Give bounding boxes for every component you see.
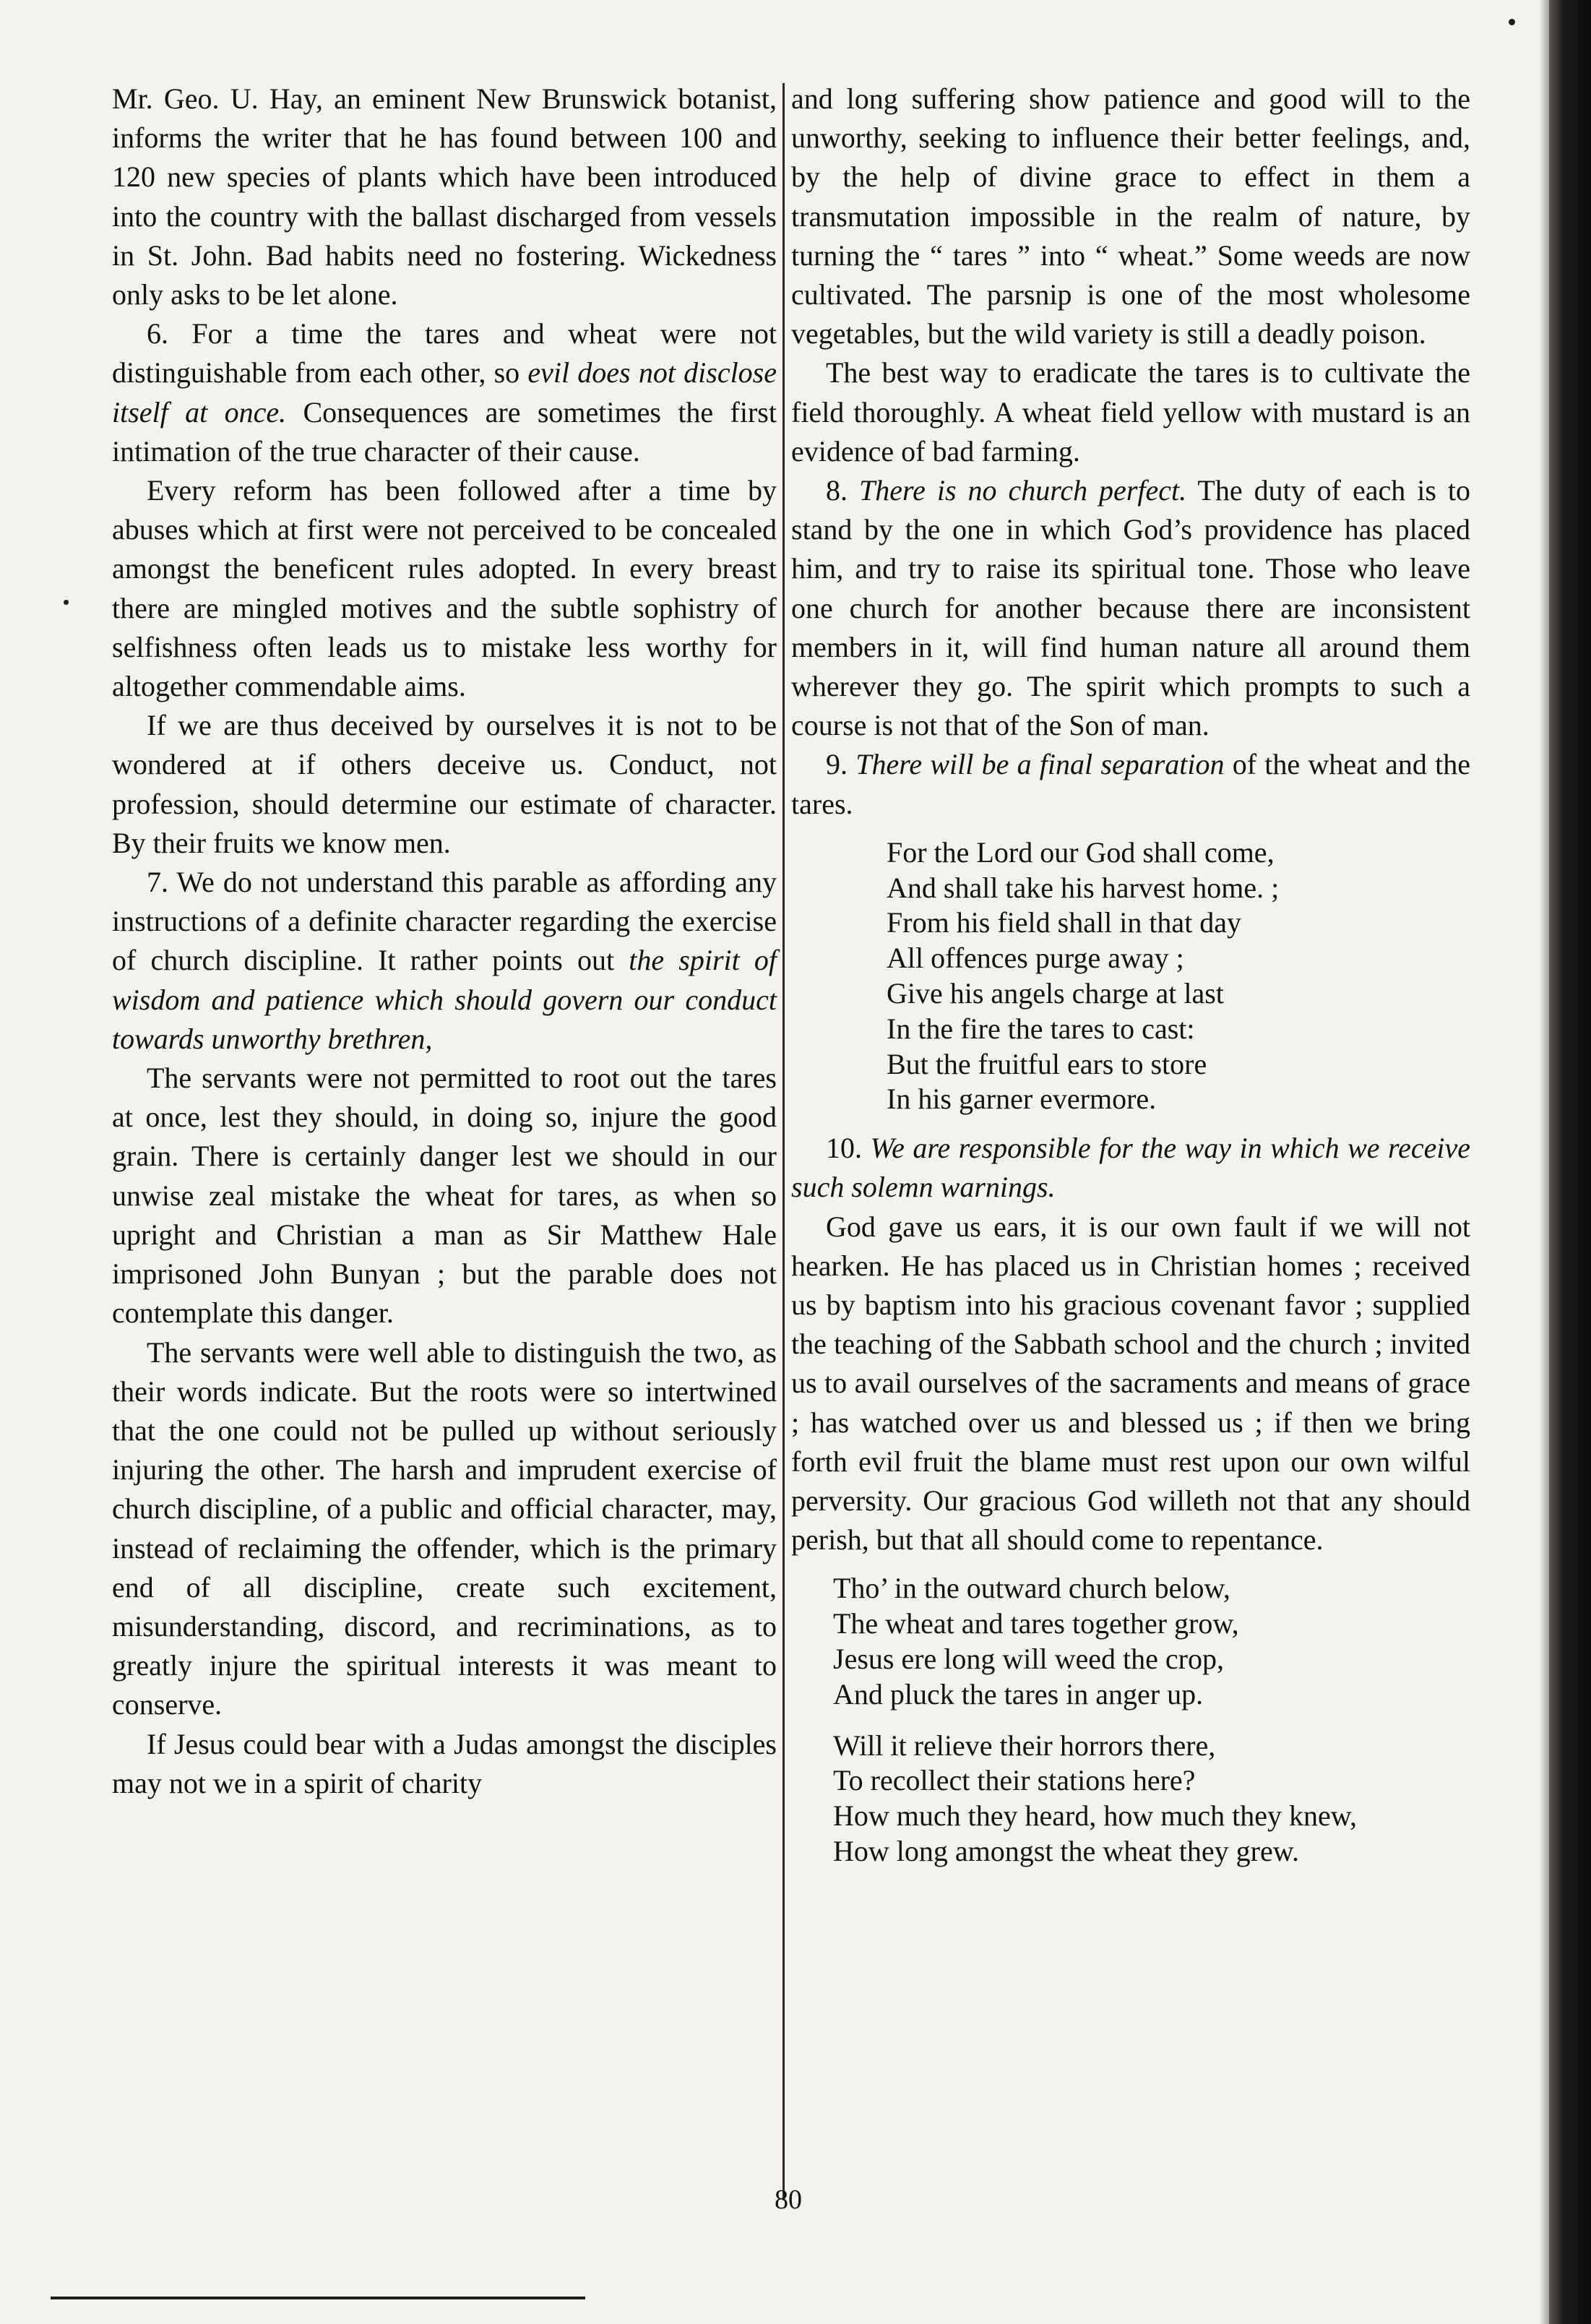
paragraph: The servants were well able to distinguish the two, as their words indicate. But the roots were so intertwined that the one could not be pulled up without seriously injuring the other. The harsh and imprudent exercise of church discipline, of a public and official character, may, instead of reclaiming the offender, which is the primary end of all discipline, create such excitement, misunderstanding, discord, and recriminations, as to greatly injure the spiritual interests it was meant to conserve. — [112, 1335, 777, 1721]
bottom-rule — [51, 2297, 585, 2299]
verse-line: How long amongst the wheat they grew. — [833, 1835, 1300, 1868]
right-column — [791, 79, 1470, 1881]
verse-line: And pluck the tares in anger up. — [833, 1677, 1204, 1710]
verse-line: All offences purge away ; — [887, 942, 1184, 975]
verse-line: Jesus ere long will weed the crop, — [833, 1643, 1224, 1676]
verse-line: The wheat and tares together grow, — [833, 1607, 1239, 1640]
ink-speck — [64, 600, 69, 605]
paragraph: If we are thus deceived by ourselves it is not to be wondered at if others deceive us. Conduct, not profession, should determine our estimate of character. By their fruits we know men. — [112, 709, 777, 859]
verse-line: To recollect their stations here? — [833, 1764, 1196, 1797]
paragraph: Mr. Geo. U. Hay, an eminent New Brunswick botanist, informs the writer that he has found between 100 and 120 new species of plants which have been introduced into the country with the ballast discharged from vessels in St. John. Bad habits need no fostering. Wickedness only asks to be let alone. — [112, 82, 777, 311]
italic-phrase: We are responsible for the way in which we receive such solemn warnings. — [791, 1132, 1470, 1204]
page-number: 80 — [775, 2185, 802, 2215]
hymn-stanza-two — [791, 1729, 1470, 1869]
paragraph: If Jesus could bear with a Judas amongst the disciples may not we in a spirit of charity — [112, 1727, 777, 1799]
paragraph: The best way to eradicate the tares is to cultivate the field thoroughly. A wheat field yellow with mustard is an evidence of bad farming. — [791, 356, 1470, 468]
paragraph — [112, 314, 777, 471]
harvest-hymn — [791, 835, 1470, 1117]
verse-line: Give his angels charge at last — [887, 977, 1224, 1010]
italic-phrase: evil does not disclose itself at once. — [112, 356, 777, 429]
paragraph-rest: of the wheat and the tares. — [791, 748, 1471, 820]
paragraph: Every reform has been followed after a time by abuses which at first were not perceived to be concealed amongst the beneficent rules adopted. In every breast there are mingled motives and the subtle sophistry of selfishness often leads us to mistake less worthy for altogether commendable aims. — [112, 474, 777, 703]
verse-line: For the Lord our God shall come, — [887, 835, 1275, 869]
verse-line: In his garner evermore. — [887, 1083, 1157, 1116]
column-divider — [782, 83, 785, 2200]
hymn-stanza-one — [791, 1571, 1470, 1712]
verse-line: From his field shall in that day — [887, 906, 1242, 939]
italic-phrase: There will be a final separation — [855, 748, 1225, 781]
italic-phrase: the spirit of wisdom and patience which should govern our conduct towards unworthy brethren, — [112, 944, 777, 1055]
paragraph — [791, 745, 1470, 823]
verse-line: Will it relieve their horrors there, — [833, 1729, 1216, 1762]
paragraph-lead: 9. — [826, 748, 856, 781]
ink-speck — [1509, 19, 1515, 25]
italic-phrase: There is no church perfect. — [859, 474, 1187, 507]
paragraph: God gave us ears, it is our own fault if we will not hearken. He has placed us in Christian homes ; received us by baptism into his gracious covenant favor ; supplied the teaching of the Sabbath school and the church ; invited us to avail ourselves of the sacraments and means of grace ; has watched over us and blessed us ; if then we bring forth evil fruit the blame must rest upon our own wilful perversity. Our gracious God willeth not that any should perish, but that all should come to repentance. — [791, 1210, 1470, 1557]
paragraph-rest: Consequences are sometimes the first intimation of the true character of their cause. — [112, 395, 777, 468]
scan-edge-shadow — [1549, 0, 1591, 2324]
verse-line: And shall take his harvest home. ; — [887, 871, 1280, 904]
verse-line: But the fruitful ears to store — [887, 1047, 1207, 1080]
paragraph: and long suffering show patience and good will to the unworthy, seeking to influence their better feelings, and, by the help of divine grace to effect in them a transmutation impossible in the realm of nature, by turning the “ tares ” into “ wheat.” Some weeds are now cultivated. The parsnip is one of the most wholesome vegetables, but the wild variety is still a deadly poison. — [791, 82, 1470, 350]
verse-line: How much they heard, how much they knew, — [833, 1799, 1357, 1833]
paragraph-lead: 6. For a time the tares and wheat were not distinguishable from each other, so — [112, 317, 777, 390]
paragraph-lead: 8. — [826, 474, 859, 507]
paragraph — [791, 1129, 1470, 1207]
paragraph-lead: 7. We do not understand this parable as affording any instructions of a definite character regarding the exercise of church discipline. It rather points out — [112, 866, 777, 977]
right-column-middle — [791, 1129, 1470, 1559]
right-column-top — [791, 79, 1470, 824]
verse-line: In the fire the tares to cast: — [887, 1012, 1195, 1045]
paragraph-rest: The duty of each is to stand by the one in which God’s providence has placed him, and try to raise its spiritual tone. Those who leave one church for another because there are inconsistent members in it, will find human nature all around them wherever they go. The spirit which prompts to such a course is not that of the Son of man. — [791, 474, 1471, 742]
paragraph: The servants were not permitted to root out the tares at once, lest they should, in doing so, injure the good grain. There is certainly danger lest we should in our unwise zeal mistake the wheat for tares, as when so upright and Christian a man as Sir Matthew Hale imprisoned John Bunyan ; but the parable does not contemplate this danger. — [112, 1062, 777, 1330]
paragraph — [112, 863, 777, 1059]
paragraph-lead: 10. — [826, 1132, 871, 1165]
left-column — [112, 79, 777, 1803]
verse-line: Tho’ in the outward church below, — [833, 1572, 1230, 1605]
paragraph — [791, 471, 1470, 745]
